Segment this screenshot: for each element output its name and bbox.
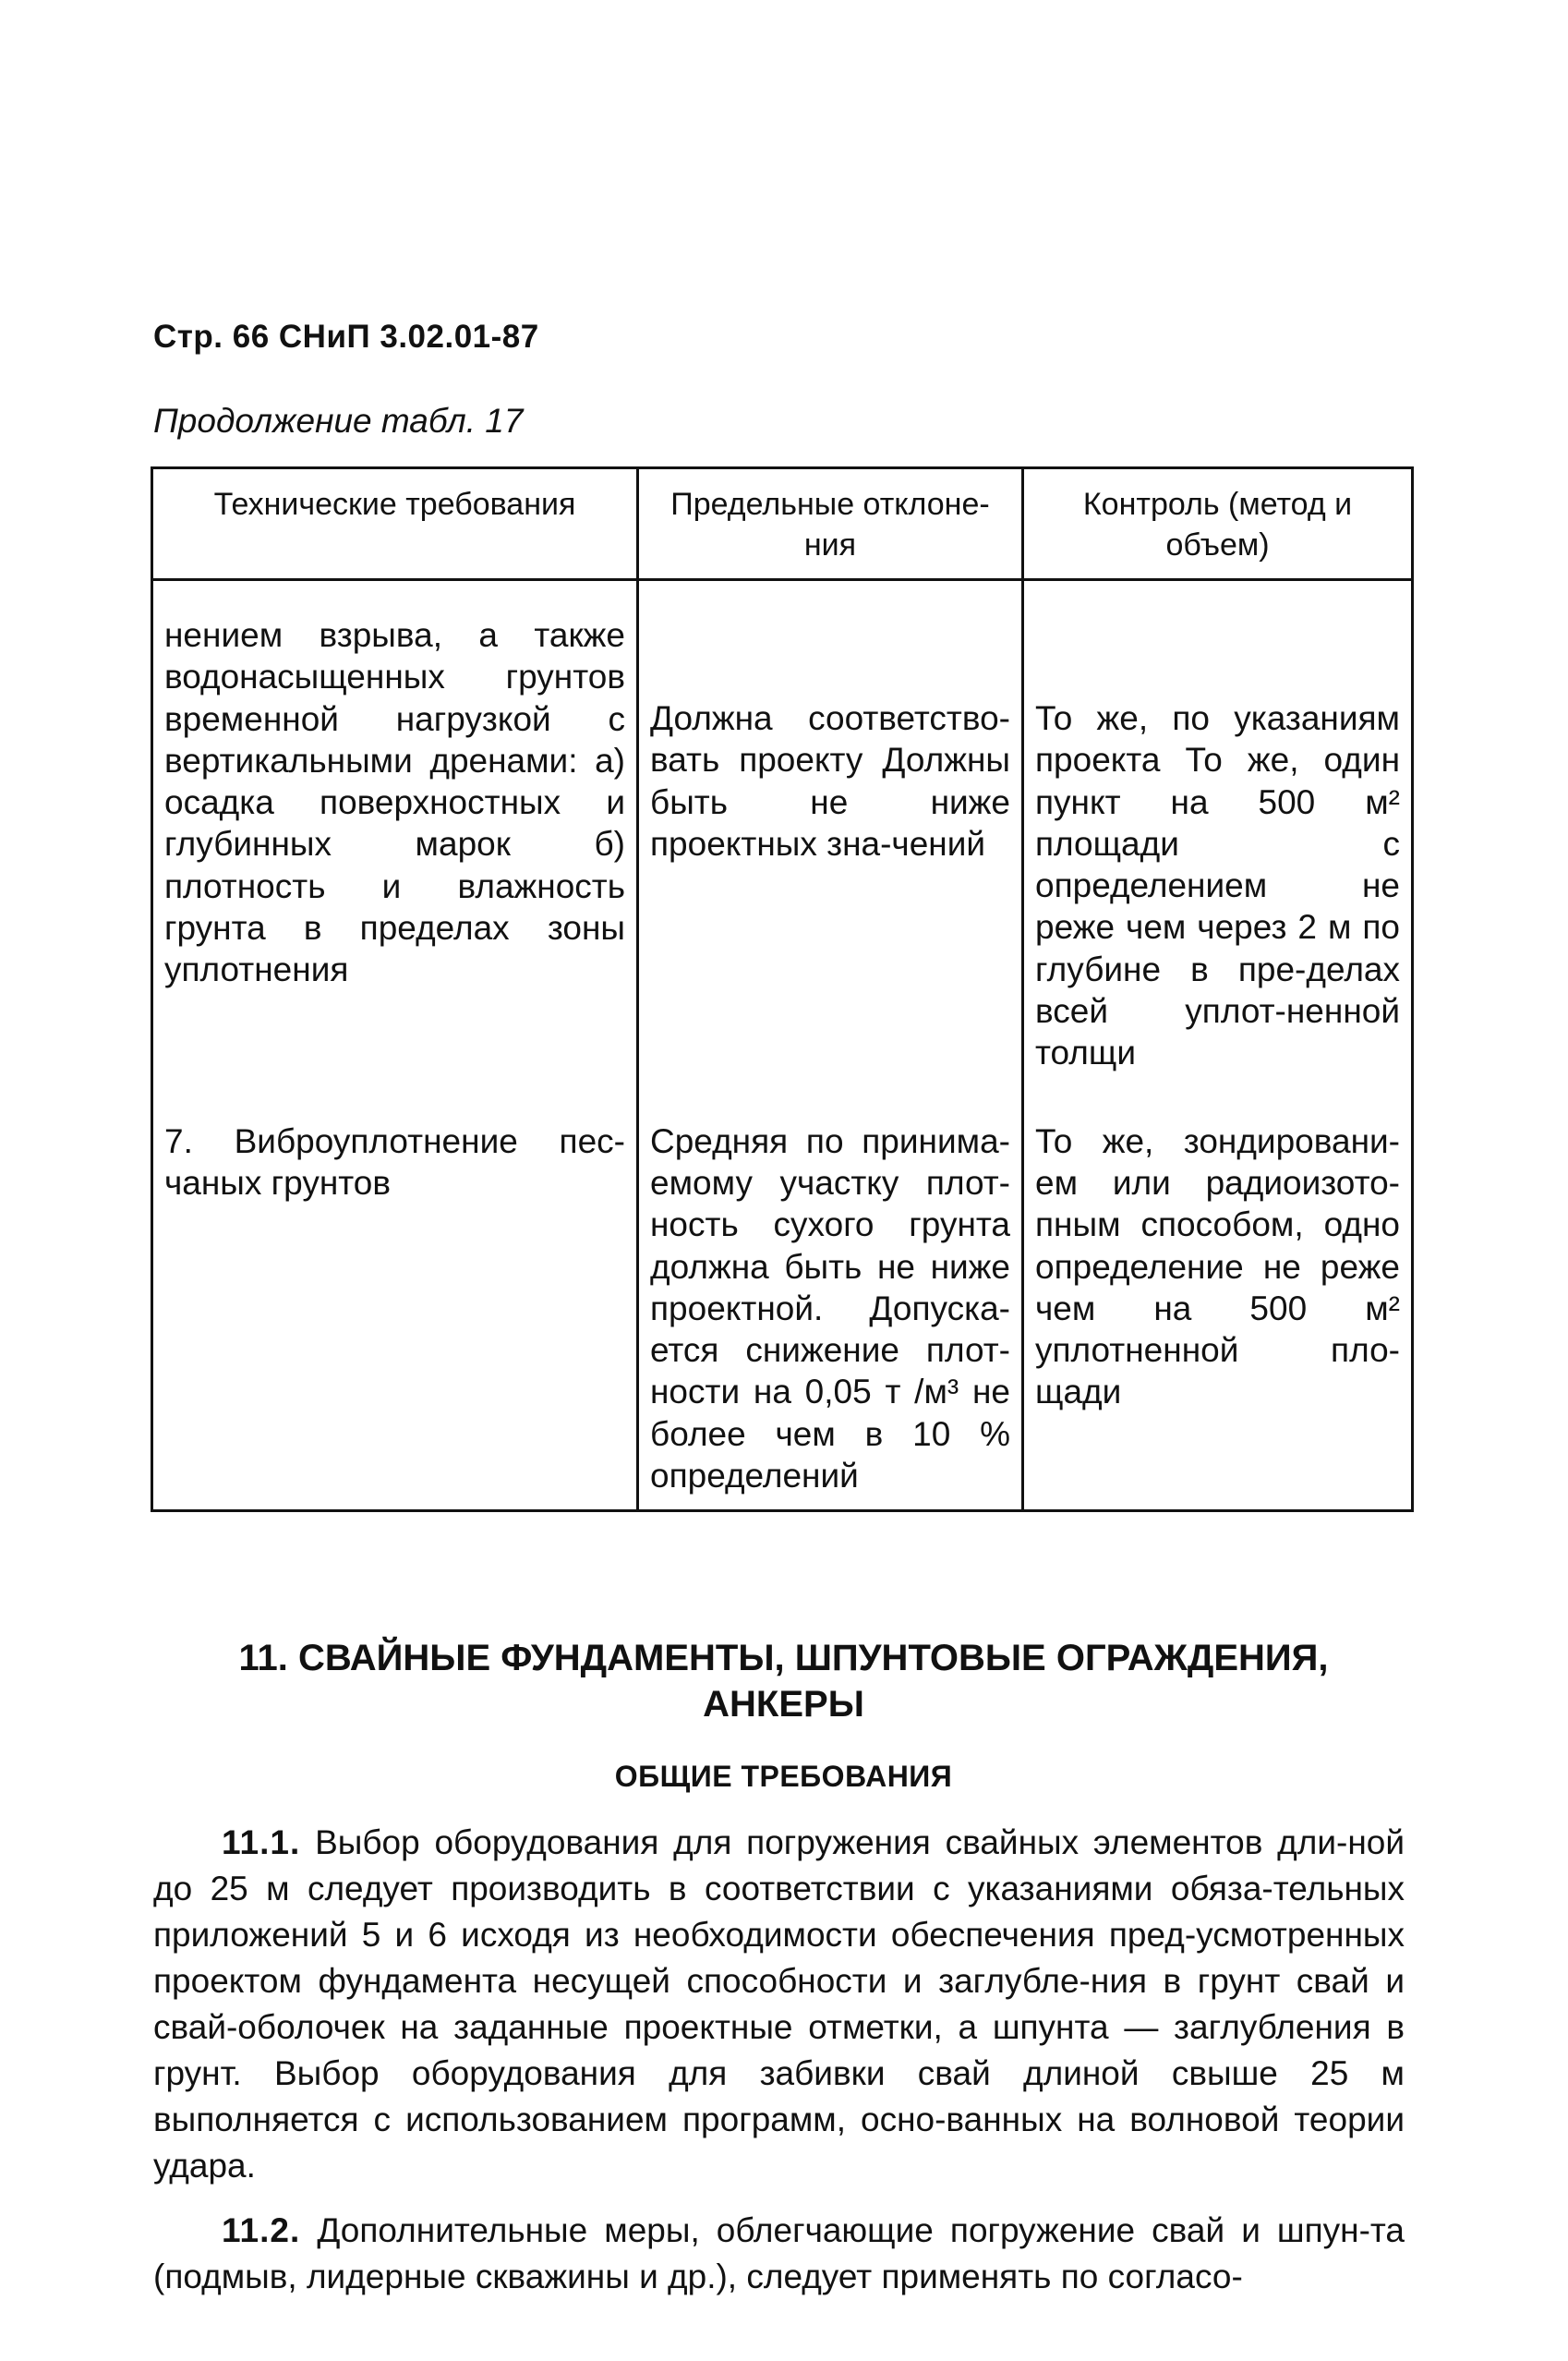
table-row: [152, 580, 1413, 1111]
table-cell: Средняя по принима-емому участку плот-ность сухого грунта должна быть не ниже проектной. Допуска-ется снижение плот-ности на 0,05 т /м³ не более чем в 10 % определений: [638, 1111, 1023, 1511]
requirements-table: [151, 466, 1414, 1512]
table-header-row: [152, 468, 1413, 580]
subsection-title: ОБЩИЕ ТРЕБОВАНИЯ: [614, 1760, 953, 1793]
table-cell: То же, по указаниям проекта То же, один пункт на 500 м² площади с определением не реже чем через 2 м по глубине в пре-делах всей уплот-ненной толщи: [1023, 580, 1413, 1111]
table-cell: нением взрыва, а также водонасыщенных грунтов временной нагрузкой с вертикальными дренами: а) осадка поверхностных и глубинных марок б) плотность и влажность грунта в пределах зоны уплотнения: [152, 580, 638, 1111]
paragraph-number: 11.1.: [222, 1823, 301, 1861]
table-cell: То же, зондировани-ем или радиоизото-пным способом, одно определение не реже чем на 500 м² уплотненной пло-щади: [1023, 1111, 1413, 1511]
paragraph-11-1: [153, 1820, 1405, 2189]
paragraph-text: Выбор оборудования для погружения свайных элементов дли-ной до 25 м следует производить в соответствии с указаниями обяза-тельных приложений 5 и 6 исходя из необходимости обеспечения пред-усмотренных проектом фундамента несущей способности и заглубле-ния в грунт свай и свай-оболочек на заданные проектные отметки, а шпунта — заглубления в грунт. Выбор оборудования для забивки свай длиной свыше 25 м выполняется с использованием программ, осно-ванных на волновой теории удара.: [153, 1823, 1405, 2185]
table-caption: Продолжение табл. 17: [153, 402, 524, 440]
page-header: Стр. 66 СНиП 3.02.01-87: [153, 319, 539, 355]
table-cell: Должна соответство-вать проекту Должны быть не ниже проектных зна-чений: [638, 580, 1023, 1111]
table-row: [152, 1111, 1413, 1511]
table-cell: 7. Виброуплотнение пес-чаных грунтов: [152, 1111, 638, 1511]
column-header-requirements: Технические требования: [152, 468, 638, 580]
column-header-control: Контроль (метод и объем): [1023, 468, 1413, 580]
section-title: 11. СВАЙНЫЕ ФУНДАМЕНТЫ, ШПУНТОВЫЕ ОГРАЖДЕНИЯ, АНКЕРЫ: [238, 1638, 1329, 1725]
column-header-tolerances: Предельные отклоне-ния: [638, 468, 1023, 580]
paragraph-number: 11.2.: [222, 2211, 301, 2249]
paragraph-11-2: [153, 2208, 1405, 2300]
paragraph-text: Дополнительные меры, облегчающие погружение свай и шпун-та (подмыв, лидерные скважины и др.), следует применять по согласо-: [153, 2211, 1405, 2295]
